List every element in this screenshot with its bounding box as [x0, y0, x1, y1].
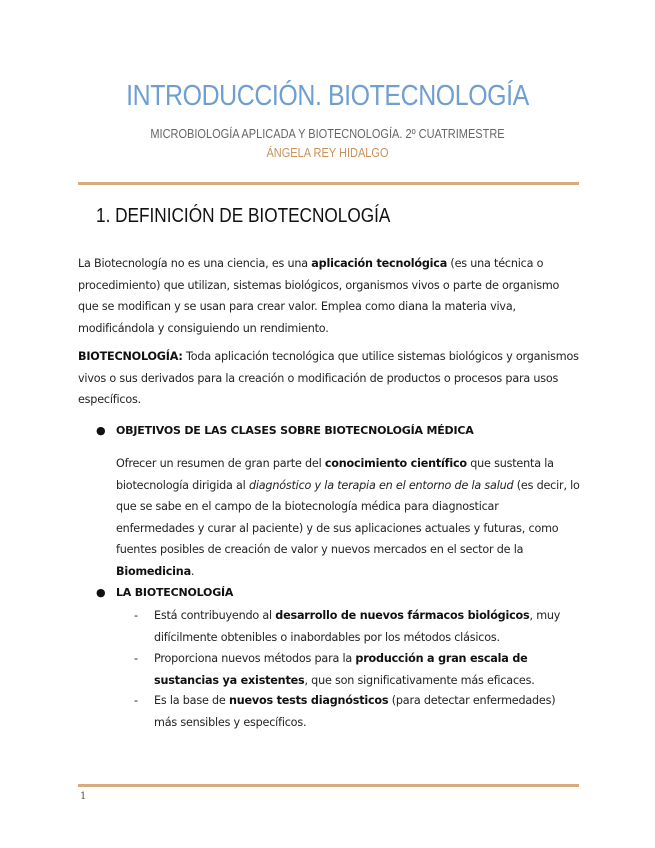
dash-icon: -	[134, 694, 138, 707]
italic-term: diagnóstico y la terapia en el entorno de la salud	[248, 478, 514, 492]
bold-term: aplicación tecnológica	[311, 257, 448, 270]
text-run: Ofrecer un resumen de gran parte del	[116, 457, 325, 470]
page-number: 1	[80, 791, 87, 802]
text-run: Está contribuyendo al	[154, 609, 276, 622]
dash-icon: -	[134, 609, 138, 622]
text-run: (es decir, lo que se sabe en el campo de la biotecnología médica para diagnosticar enfermedades y curar al paciente) y de sus aplicaciones actuales y futuras, como fuentes posibles de creación de valor y nuevos mercados en el sector de la	[116, 478, 580, 556]
text-run: Toda aplicación tecnológica que utilice sistemas biológicos y organismos vivos o sus derivados para la creación o modificación de productos o procesos para usos específicos.	[78, 350, 579, 406]
bullet-dot-icon: ●	[96, 586, 106, 599]
section-heading: 1. DEFINICIÓN DE BIOTECNOLOGÍA	[96, 205, 391, 227]
bold-term: BIOTECNOLOGÍA:	[78, 350, 183, 363]
bullet-dot-icon: ●	[96, 424, 106, 437]
bullet-heading: OBJETIVOS DE LAS CLASES SOBRE BIOTECNOLOGÍA MÉDICA	[116, 424, 474, 437]
bold-term: producción a gran escala de sustancias ya existentes	[154, 652, 528, 687]
header-divider	[78, 182, 579, 185]
bold-term: desarrollo de nuevos fármacos biológicos	[275, 609, 530, 622]
intro-paragraph	[78, 253, 580, 339]
list-item	[134, 690, 580, 733]
text-run: Es la base de	[154, 694, 229, 707]
bullet-heading: LA BIOTECNOLOGÍA	[116, 586, 234, 599]
document-subtitle: MICROBIOLOGÍA APLICADA Y BIOTECNOLOGÍA. 2º CUATRIMESTRE	[150, 127, 505, 141]
text-run: Proporciona nuevos métodos para la	[154, 652, 356, 665]
text-run: que sustenta la biotecnología dirigida al	[116, 457, 554, 492]
bold-term: Biomedicina	[116, 564, 191, 578]
objectives-paragraph	[116, 453, 580, 582]
text-run: La Biotecnología no es una ciencia, es una	[78, 257, 312, 270]
dash-icon: -	[134, 652, 138, 665]
list-item	[134, 648, 580, 691]
text-run: , que son significativamente más eficaces.	[304, 673, 535, 687]
bold-term: nuevos tests diagnósticos	[228, 694, 389, 707]
bold-term: conocimiento científico	[324, 457, 467, 470]
footer-divider	[78, 784, 579, 787]
text-run: .	[190, 564, 195, 578]
document-author: ÁNGELA REY HIDALGO	[266, 146, 389, 160]
text-run: , muy difícilmente obtenibles o inabordables por los métodos clásicos.	[154, 609, 561, 644]
list-item	[134, 605, 580, 648]
text-run: (es una técnica o procedimiento) que utilizan, sistemas biológicos, organismos vivos o parte de organismo que se modifican y se usan para crear valor. Emplea como diana la materia viva, modificándola y consiguiendo un rendimiento.	[78, 257, 560, 335]
definition-paragraph	[78, 346, 580, 411]
document-title: INTRODUCCIÓN. BIOTECNOLOGÍA	[126, 80, 529, 112]
text-run: (para detectar enfermedades) más sensibles y específicos.	[154, 694, 556, 729]
